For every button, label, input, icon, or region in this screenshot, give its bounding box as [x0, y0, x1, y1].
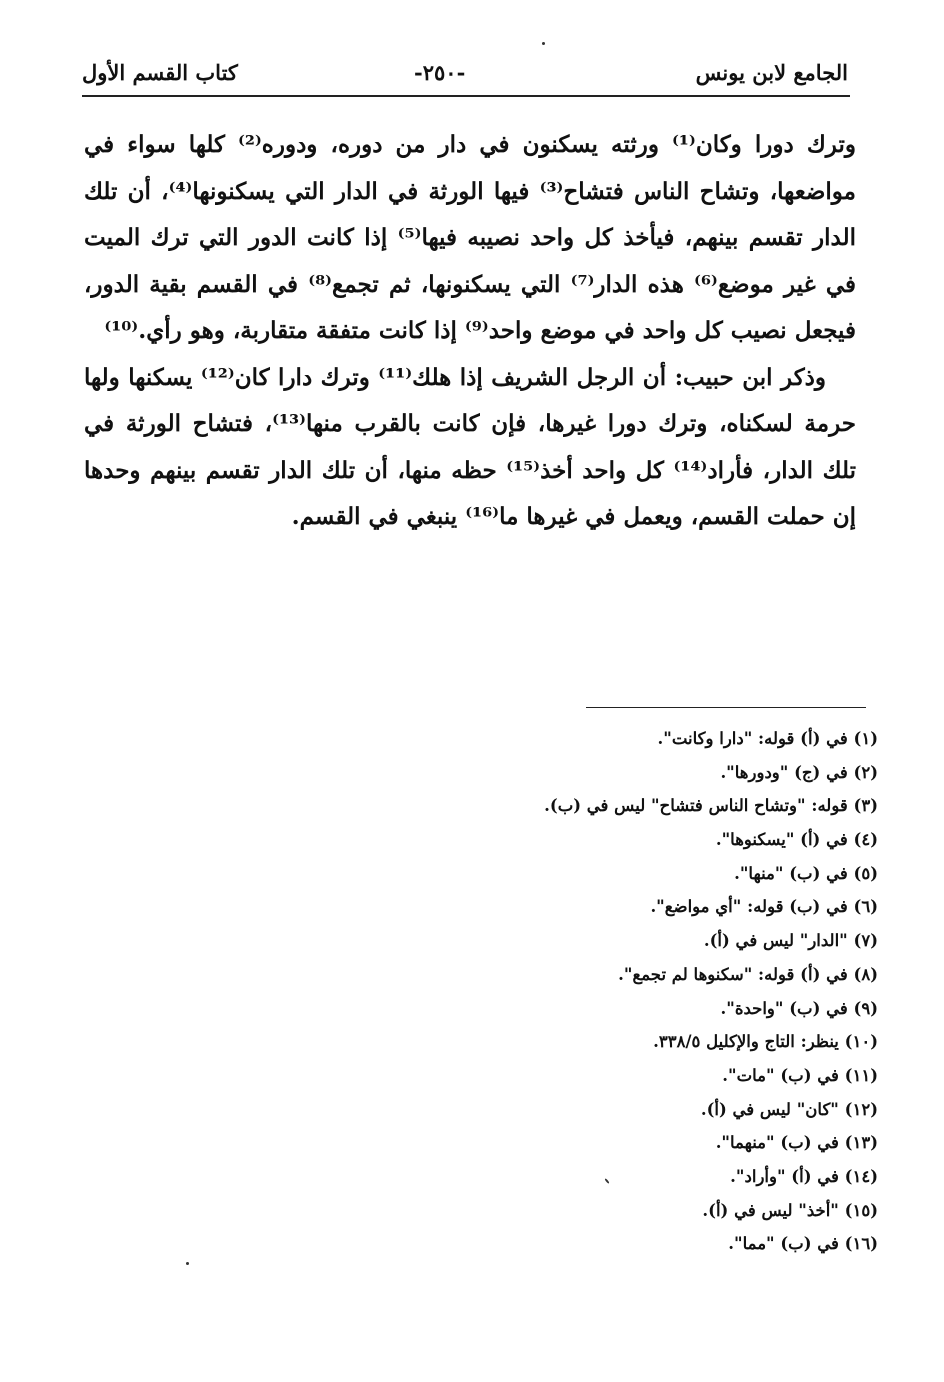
- header-book-title: الجامع لابن يونس: [695, 60, 848, 85]
- footnote-1: (١) في (أ) قوله: "دارا وكانت".: [657, 729, 878, 748]
- footnote-divider: [586, 707, 866, 708]
- footnote-7: (٧) "الدار" ليس في (أ).: [703, 931, 878, 951]
- header-divider: [82, 95, 850, 97]
- running-header: [82, 58, 848, 94]
- footnote-16: (١٦) في (ب) "مما".: [728, 1234, 878, 1254]
- footnote-3: (٣) قوله: "وتشاح الناس فتشاح" ليس في (ب).: [544, 796, 878, 816]
- main-text: [84, 122, 856, 541]
- footnote-8: (٨) في (أ) قوله: "سكنوها لم تجمع".: [618, 964, 878, 984]
- paragraph-2: وذكر ابن حبيب: أن الرجل الشريف إذا هلك⁽¹¹⁾ وترك دارا كان⁽¹²⁾ يسكنها ولها حرمة لسكناه، وترك دورا غيرها، فإن كانت بالقرب منها⁽¹³⁾، فتشاح الورثة في تلك الدار، فأراد⁽¹⁴⁾ كل واحد أخذ⁽¹⁵⁾ حظه منها، أن تلك الدار تقسم بينهم وحدها إن حملت القسم، ويعمل في غيرها ما⁽¹⁶⁾ ينبغي في القسم.: [84, 363, 856, 530]
- footnote-4: (٤) في (أ) "يسكنوها".: [715, 830, 878, 850]
- footnote-11: (١١) في (ب) "مات".: [722, 1065, 878, 1085]
- footnote-12: (١٢) "كان" ليس في (أ).: [700, 1099, 878, 1119]
- footnote-5: (٥) في (ب) "منها".: [734, 863, 878, 883]
- footnote-10: (١٠) ينظر: التاج والإكليل ٣٣٨/٥.: [653, 1032, 878, 1052]
- footnote-6: (٦) في (ب) قوله: "أي مواضع".: [650, 897, 878, 917]
- paragraph-1: وترك دورا وكان⁽¹⁾ ورثته يسكنون في دار من دوره، ودوره⁽²⁾ كلها سواء في مواضعها، وتشاح الناس فتشاح⁽³⁾ فيها الورثة في الدار التي يسكنونها⁽⁴⁾، أن تلك الدار تقسم بينهم، فيأخذ كل واحد نصيبه فيها⁽⁵⁾ إذا كانت الدور التي ترك الميت في غير موضع⁽⁶⁾ هذه الدار⁽⁷⁾ التي يسكنونها، ثم تجمع⁽⁸⁾ في القسم بقية الدور، فيجعل نصيب كل واحد في موضع واحد⁽⁹⁾ إذا كانت متفقة متقاربة، وهو رأي.⁽¹⁰⁾: [84, 131, 857, 344]
- footnotes-list: [438, 722, 878, 1261]
- page-number: -٢٥٠-: [414, 60, 466, 85]
- footnote-2: (٢) في (ج) "ودورها".: [720, 762, 878, 782]
- footnote-14: (١٤) في (أ) "وأراد".: [730, 1166, 878, 1186]
- footnote-9: (٩) في (ب) "واحدة".: [720, 998, 878, 1018]
- footnote-15: (١٥) "أخذ" ليس في (أ).: [702, 1200, 878, 1220]
- footnote-13: (١٣) في (ب) "منهما".: [715, 1133, 878, 1153]
- scan-speck: [542, 42, 545, 45]
- header-section-title: كتاب القسم الأول: [82, 60, 238, 85]
- scan-speck: [186, 1262, 189, 1265]
